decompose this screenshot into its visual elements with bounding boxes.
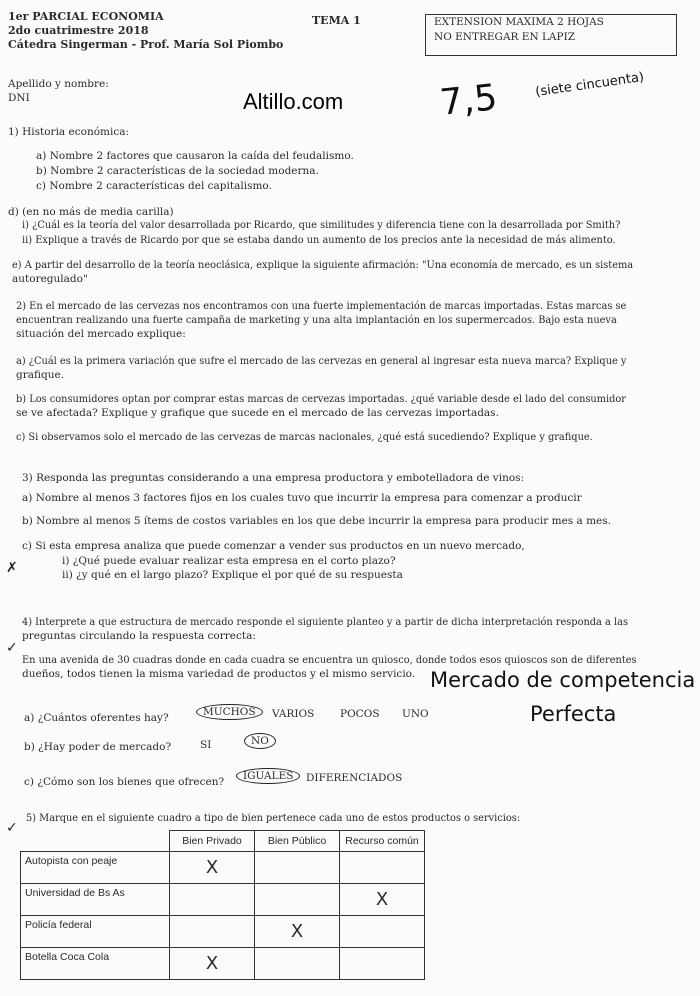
- q1-d-i: i) ¿Cuál es la teoría del valor desarrollada por Ricardo, que similitudes y diferencia tiene con la desarrollada por Smith?: [22, 220, 621, 231]
- q3-title: 3) Responda las preguntas considerando a una empresa productora y embotelladora de vinos:: [22, 472, 525, 484]
- q4-a-option-uno: UNO: [402, 708, 429, 720]
- row-label: Policía federal: [21, 916, 170, 948]
- dni-label: DNI: [8, 92, 30, 104]
- mark-cell: [255, 948, 340, 980]
- q1-e-line-2: autoregulado": [12, 273, 88, 285]
- q3-b: b) Nombre al menos 5 ítems de costos variables en los que debe incurrir la empresa para producir mes a mes.: [22, 515, 611, 527]
- column-header: Bien Privado: [170, 831, 255, 852]
- instructions-line-2: NO ENTREGAR EN LAPIZ: [434, 31, 576, 43]
- q2-b-line-1: b) Los consumidores optan por comprar estas marcas de cervezas importadas. ¿qué variable desde el lado del consumidor: [16, 394, 626, 405]
- mark-cell: X: [170, 948, 255, 980]
- q1-b: b) Nombre 2 características de la sociedad moderna.: [36, 165, 319, 177]
- column-header: [21, 831, 170, 852]
- exam-tema: TEMA 1: [312, 14, 361, 27]
- q1-title: 1) Historia económica:: [8, 126, 130, 138]
- mark-cell: [255, 852, 340, 884]
- mark-cell: [170, 884, 255, 916]
- table-row: [21, 884, 425, 916]
- row-label: Botella Coca Cola: [21, 948, 170, 980]
- q1-e-line-1: e) A partir del desarrollo de la teoría neoclásica, explique la siguiente afirmación: "Una economía de mercado, es un sistema: [12, 260, 634, 271]
- mark-cell: [255, 884, 340, 916]
- q4-b-label: b) ¿Hay poder de mercado?: [24, 741, 172, 753]
- q1-a: a) Nombre 2 factores que causaron la caída del feudalismo.: [36, 150, 354, 162]
- mark-cell: X: [170, 852, 255, 884]
- check-mark-icon: ✓: [6, 640, 18, 656]
- q2-intro-3: situación del mercado explique:: [16, 328, 186, 340]
- q1-c: c) Nombre 2 características del capitalismo.: [36, 180, 272, 192]
- q4-intro-2: preguntas circulando la respuesta correcta:: [22, 630, 256, 642]
- table-row: [21, 852, 425, 884]
- q3-a: a) Nombre al menos 3 factores fijos en los cuales tuvo que incurrir la empresa para comenzar a producir: [22, 492, 582, 504]
- q2-intro-1: 2) En el mercado de las cervezas nos encontramos con una fuerte implementación de marcas importadas. Estas marcas se: [16, 301, 627, 312]
- q3-c-i: i) ¿Qué puede evaluar realizar esta empresa en el corto plazo?: [62, 555, 396, 567]
- table-header-row: [21, 831, 425, 852]
- q4-b-option-si: SI: [200, 739, 212, 751]
- q4-a-option-pocos: POCOS: [340, 708, 380, 720]
- q4-c-option-iguales: IGUALES: [236, 770, 300, 783]
- q4-case-line-1: En una avenida de 30 cuadras donde en cada cuadra se encuentra un quiosco, donde todos esos quioscos son de diferentes: [22, 655, 637, 666]
- q3-c-ii: ii) ¿y qué en el largo plazo? Explique el por qué de su respuesta: [62, 569, 403, 581]
- table-row: [21, 916, 425, 948]
- handwritten-grade-note: (siete cincuenta): [534, 69, 645, 100]
- q4-a-option-muchos: MUCHOS: [196, 706, 263, 719]
- q4-a-label: a) ¿Cuántos oferentes hay?: [24, 712, 169, 724]
- check-mark-icon: ✓: [6, 820, 18, 836]
- q2-a-line-1: a) ¿Cuál es la primera variación que sufre el mercado de las cervezas en general al ingresar esta nueva marca? Explique y: [16, 356, 627, 367]
- handwritten-answer-line-2: Perfecta: [530, 702, 617, 726]
- mark-cell: [340, 852, 425, 884]
- q3-c: c) Si esta empresa analiza que puede comenzar a vender sus productos en un nuevo mercado,: [22, 540, 525, 552]
- row-label: Autopista con peaje: [21, 852, 170, 884]
- instructions-line-1: EXTENSION MAXIMA 2 HOJAS: [434, 16, 604, 28]
- goods-table: [20, 830, 425, 980]
- mark-cell: X: [340, 884, 425, 916]
- q2-intro-2: encuentran realizando una fuerte campaña de marketing y una alta implantación en los supermercados. Bajo esta nueva: [16, 315, 617, 326]
- name-label: Apellido y nombre:: [8, 78, 109, 90]
- q4-a-option-varios: VARIOS: [272, 708, 315, 720]
- mark-cell: [340, 948, 425, 980]
- column-header: Recurso común: [340, 831, 425, 852]
- watermark: Altillo.com: [243, 89, 344, 114]
- q4-case-line-2: dueños, todos tienen la misma variedad de productos y el mismo servicio.: [22, 668, 416, 680]
- mark-cell: [340, 916, 425, 948]
- q1-d: d) (en no más de media carilla): [8, 206, 174, 218]
- q4-intro-1: 4) Interprete a que estructura de mercado responde el siguiente planteo y a partir de dicha interpretación responda a las: [22, 617, 628, 628]
- q5-title: 5) Marque en el siguiente cuadro a tipo de bien pertenece cada uno de estos productos o servicios:: [26, 813, 521, 824]
- handwritten-grade: 7,5: [438, 77, 500, 124]
- exam-term: 2do cuatrimestre 2018: [8, 24, 149, 37]
- q4-c-option-diferenciados: DIFERENCIADOS: [306, 772, 403, 784]
- check-mark-icon: ✗: [6, 560, 18, 576]
- q4-b-option-no: NO: [244, 735, 276, 748]
- handwritten-answer-line-1: Mercado de competencia: [430, 668, 696, 692]
- table-row: [21, 948, 425, 980]
- q2-b-line-2: se ve afectada? Explique y grafique que sucede en el mercado de las cervezas importadas.: [16, 407, 499, 419]
- exam-chair: Cátedra Singerman - Prof. María Sol Piombo: [8, 38, 284, 51]
- q2-a-line-2: grafique.: [16, 369, 65, 381]
- q1-d-ii: ii) Explique a través de Ricardo por que se estaba dando un aumento de los precios ante la necesidad de más alimento.: [22, 235, 616, 246]
- mark-cell: [170, 916, 255, 948]
- column-header: Bien Público: [255, 831, 340, 852]
- instructions-box: [425, 14, 677, 56]
- exam-title: 1er PARCIAL ECONOMIA: [8, 10, 164, 23]
- mark-cell: X: [255, 916, 340, 948]
- q4-c-label: c) ¿Cómo son los bienes que ofrecen?: [24, 776, 225, 788]
- q2-c: c) Si observamos solo el mercado de las cervezas de marcas nacionales, ¿qué está sucediendo? Explique y grafique.: [16, 432, 593, 443]
- row-label: Universidad de Bs As: [21, 884, 170, 916]
